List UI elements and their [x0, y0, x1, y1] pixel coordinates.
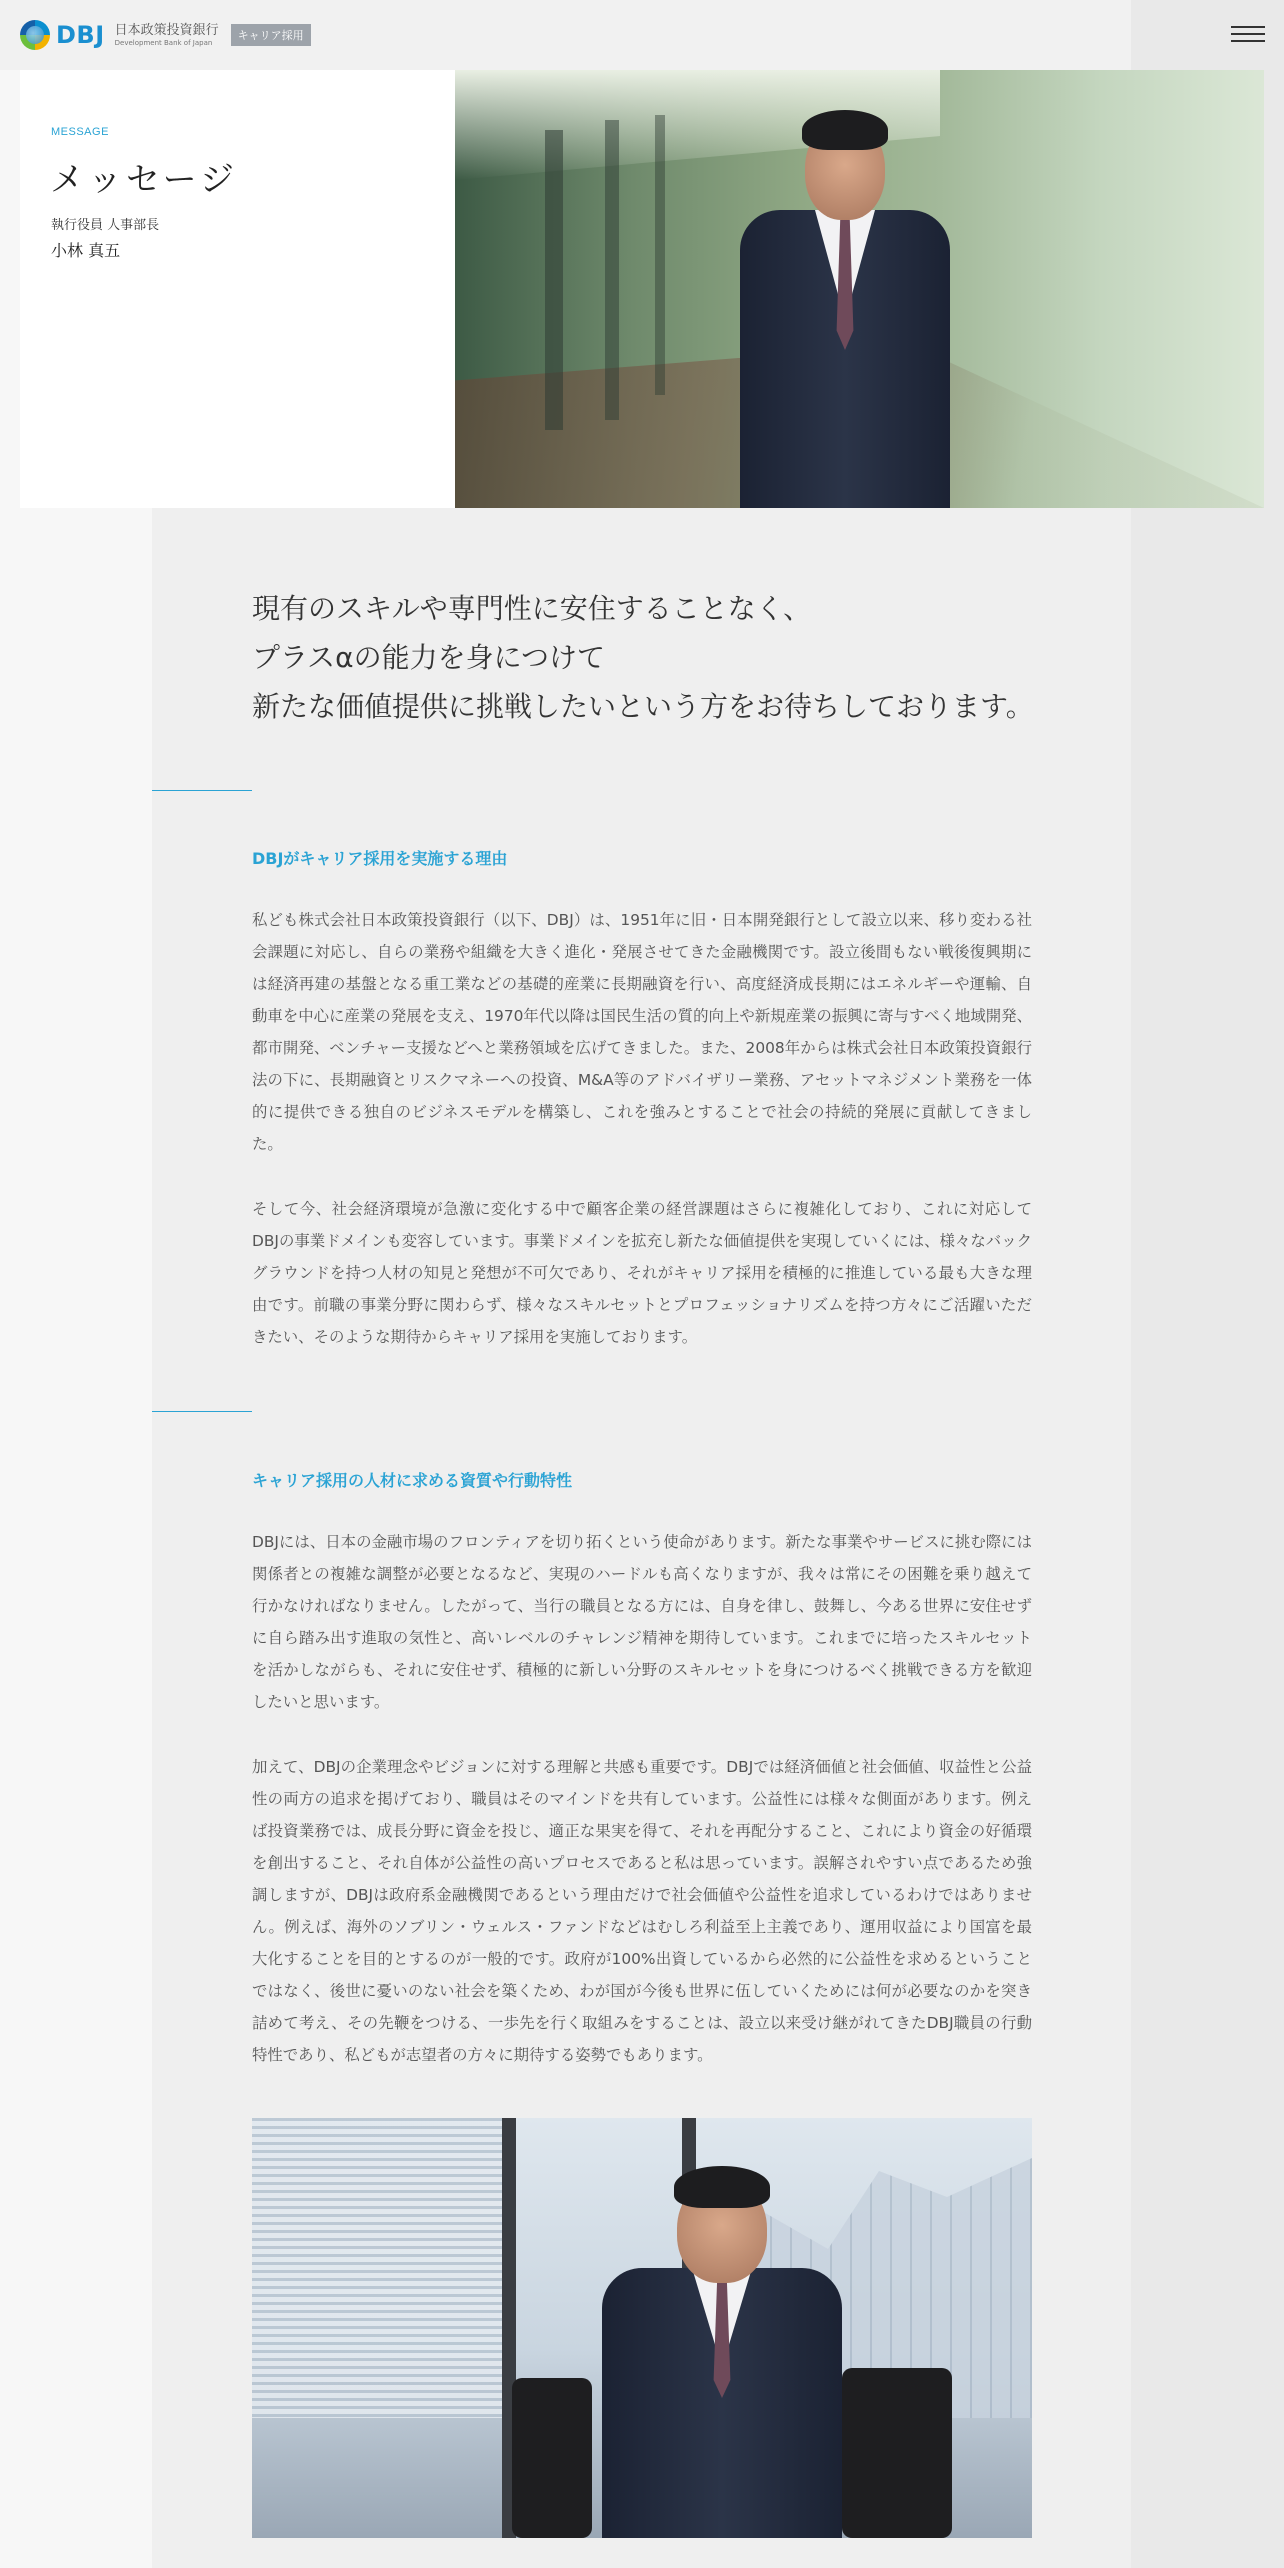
section-paragraph: DBJには、日本の金融市場のフロンティアを切り拓くという使命があります。新たな事業やサービスに挑む際には関係者との複雑な調整が必要となるなど、実現のハードルも高くなりますが、我々は常にその困難を乗り越えて行かなければなりません。したがって、当行の職員となる方には、自身を律し、鼓舞し、今ある世界に安住せずに自ら踏み出す進取の気性と、高いレベルのチャレンジ精神を期待しています。これまでに培ったスキルセットを活かしながらも、それに安住せず、積極的に新しい分野のスキルセットを身につけるべく挑戦できる方を歓迎したいと思います。 — [252, 1533, 1032, 1711]
lead-line: 現有のスキルや専門性に安住することなく、 — [252, 592, 812, 625]
lead-line: 新たな価値提供に挑戦したいという方をお待ちしております。 — [252, 690, 1034, 723]
photo-door — [605, 120, 619, 420]
page-title: メッセージ — [50, 160, 238, 200]
hamburger-menu-button[interactable] — [1231, 26, 1265, 44]
career-badge: キャリア採用 — [231, 24, 311, 46]
section-divider — [152, 790, 252, 791]
hamburger-icon-line — [1231, 26, 1265, 28]
hamburger-icon-line — [1231, 33, 1265, 35]
lead-line: プラスαの能力を身につけて — [252, 641, 606, 674]
section-paragraph: そして今、社会経済環境が急激に変化する中で顧客企業の経営課題はさらに複雑化しており、これに対応してDBJの事業ドメインも変容しています。事業ドメインを拡充し新たな価値提供を実現していくには、様々なバックグラウンドを持つ人材の知見と発想が不可欠であり、それがキャリア採用を積極的に推進している最も大きな理由です。前職の事業分野に関わらず、様々なスキルセットとプロフェッショナリズムを持つ方々にご活躍いただきたい、そのような期待からキャリア採用を実施しております。 — [252, 1200, 1032, 1346]
section-title-reason: DBJがキャリア採用を実施する理由 — [252, 849, 508, 868]
section-paragraph: 加えて、DBJの企業理念やビジョンに対する理解と共感も重要です。DBJでは経済価値と社会価値、収益性と公益性の両方の追求を掲げており、職員はそのマインドを共有しています。公益性には様々な側面があります。例えば投資業務では、成長分野に資金を投じ、適正な果実を得て、それを再配分すること、これにより資金の好循環を創出すること、それ自体が公益性の高いプロセスであると私は思っています。誤解されやすい点であるため強調しますが、DBJは政府系金融機関であるという理由だけで社会価値や公益性を追求しているわけではありません。例えば、海外のソブリン・ウェルス・ファンドなどはむしろ利益至上主義であり、運用収益により国富を最大化することを目的とするのが一般的です。政府が100%出資しているから必然的に公益性を求めるということではなく、後世に憂いのない社会を築くため、わが国が今後も世界に伍していくためには何が必要なのかを突き詰めて考え、その先鞭をつける、一歩先を行く取組みをすることは、設立以来受け継がれてきたDBJ職員の行動特性であり、私どもが志望者の方々に期待する姿勢でもあります。 — [252, 1758, 1032, 2064]
hero-portrait-photo — [455, 70, 1264, 508]
site-logo[interactable] — [20, 20, 311, 50]
photo-chair — [512, 2378, 592, 2538]
speaker-role: 執行役員 人事部長 — [51, 218, 160, 233]
photo-door — [655, 115, 665, 395]
speaker-name: 小林 真五 — [51, 241, 121, 260]
photo-person — [592, 2138, 852, 2538]
photo-door — [545, 130, 563, 430]
lead-statement — [252, 584, 1034, 731]
dbj-logo-mark-icon — [20, 20, 50, 50]
logo-subtitle — [115, 24, 219, 47]
photo-chair — [842, 2368, 952, 2538]
hero-label: MESSAGE — [51, 126, 109, 138]
logo-text: DBJ — [56, 21, 105, 49]
photo-person — [720, 80, 970, 508]
hamburger-icon-line — [1231, 40, 1265, 42]
section-divider — [152, 1411, 252, 1412]
interview-photo — [252, 2118, 1032, 2538]
section-title-qualities: キャリア採用の人材に求める資質や行動特性 — [252, 1471, 573, 1490]
logo-english-name: Development Bank of Japan — [114, 38, 213, 47]
logo-japanese-name: 日本政策投資銀行 — [114, 22, 219, 38]
photo-window-blinds — [252, 2118, 502, 2418]
section-paragraph: 私ども株式会社日本政策投資銀行（以下、DBJ）は、1951年に旧・日本開発銀行として設立以来、移り変わる社会課題に対応し、自らの業務や組織を大きく進化・発展させてきた金融機関です。設立後間もない戦後復興期には経済再建の基盤となる重工業などの基礎的産業に長期融資を行い、高度経済成長期にはエネルギーや運輸、自動車を中心に産業の発展を支え、1970年代以降は国民生活の質的向上や新規産業の振興に寄与すべく地域開発、都市開発、ベンチャー支援などへと業務領域を広げてきました。また、2008年からは株式会社日本政策投資銀行法の下に、長期融資とリスクマネーへの投資、M&A等のアドバイザリー業務、アセットマネジメント業務を一体的に提供できる独自のビジネスモデルを構築し、これを強みとすることで社会の持続的発展に貢献してきました。 — [252, 911, 1032, 1153]
